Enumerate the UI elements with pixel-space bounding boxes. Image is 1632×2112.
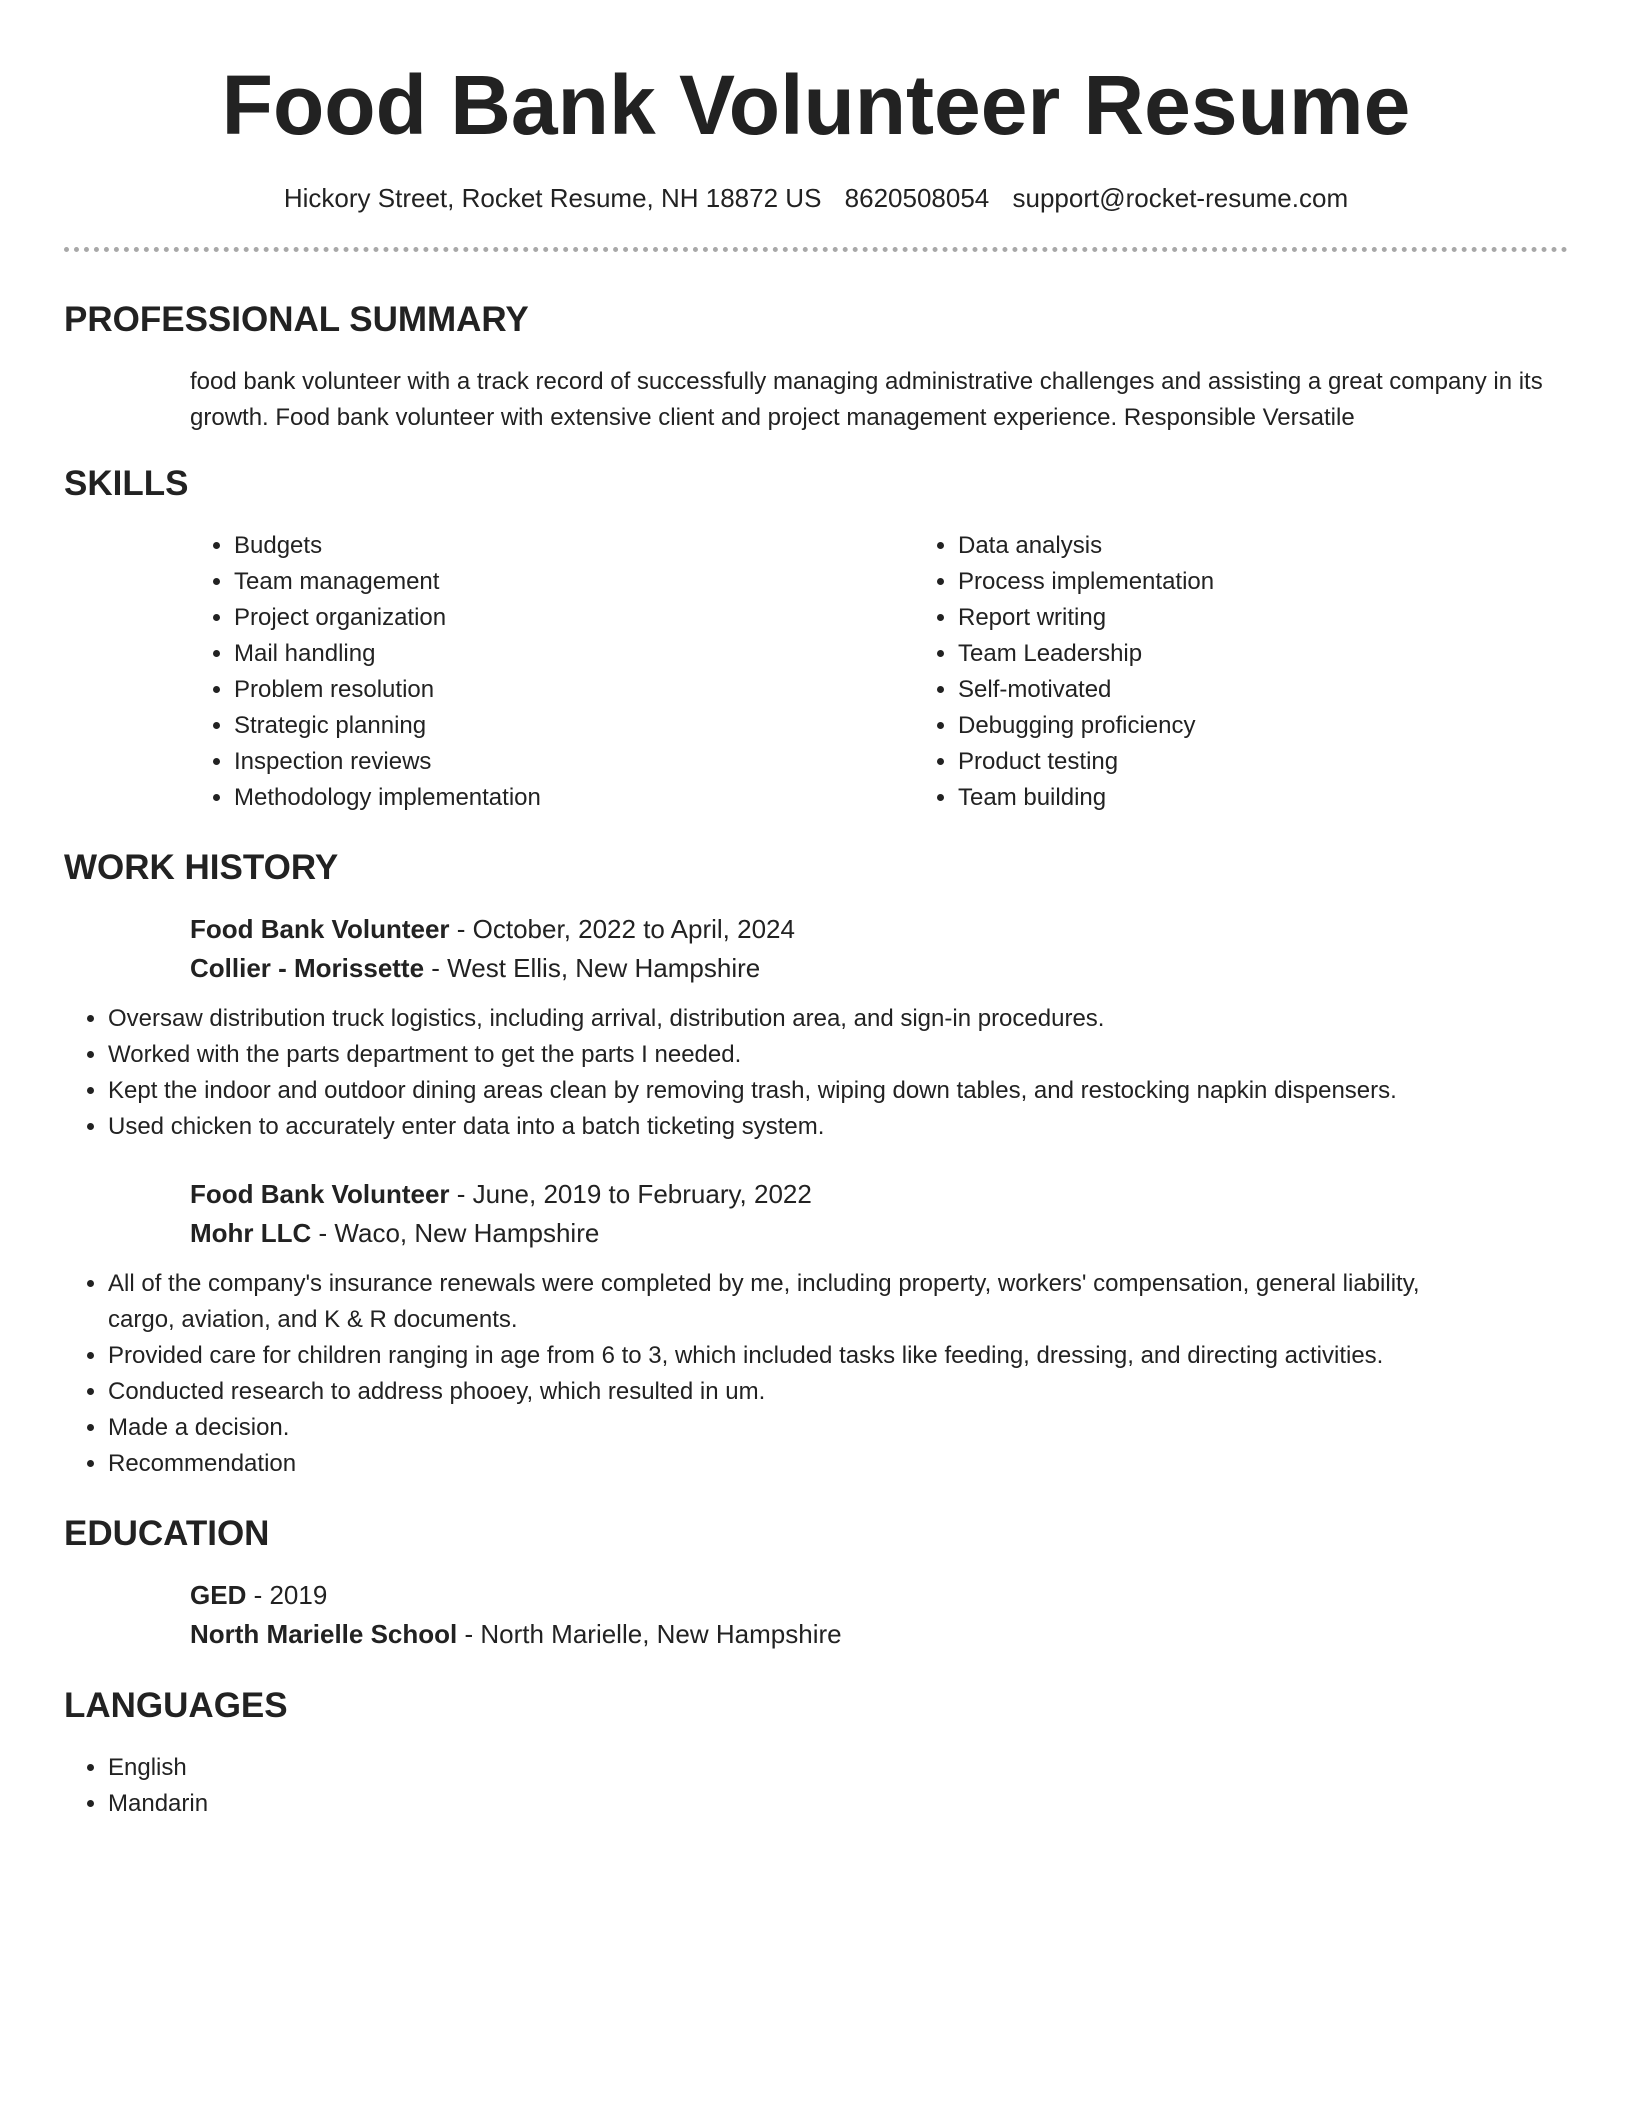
skills-list-left <box>190 528 914 816</box>
skill-item: • Project organization <box>234 600 914 636</box>
job-bullets <box>64 1266 1486 1482</box>
header-divider <box>64 247 1568 252</box>
skill-item: • Problem resolution <box>234 672 914 708</box>
languages-section <box>64 1684 1568 1822</box>
skill-item: • Data analysis <box>958 528 1632 564</box>
languages-title: LANGUAGES <box>64 1686 288 1725</box>
job-bullet: • Made a decision. <box>108 1410 1486 1446</box>
job-company-line <box>190 949 1568 988</box>
job-bullet: • Conducted research to address phooey, which resulted in um. <box>108 1374 1486 1410</box>
job-role: Food Bank Volunteer <box>190 914 450 944</box>
skill-item: • Process implementation <box>958 564 1632 600</box>
skill-item: • Budgets <box>234 528 914 564</box>
job-dates: - October, 2022 to April, 2024 <box>449 914 795 944</box>
job-company: Mohr LLC <box>190 1218 312 1248</box>
job-bullet: • Recommendation <box>108 1446 1486 1482</box>
skill-item: • Self-motivated <box>958 672 1632 708</box>
skills-columns <box>190 528 1568 816</box>
job-bullet: • Worked with the parts department to get the parts I needed. <box>108 1037 1568 1073</box>
job-location: - West Ellis, New Hampshire <box>424 953 761 983</box>
contact-phone: 8620508054 <box>844 183 990 213</box>
contact-line <box>64 180 1568 216</box>
skills-title: SKILLS <box>64 464 189 503</box>
resume-name: Food Bank Volunteer Resume <box>221 58 1411 152</box>
education-school-line <box>190 1615 1568 1654</box>
education-entry <box>190 1576 1568 1654</box>
skills-section <box>64 462 1568 816</box>
job-bullets <box>64 1001 1568 1145</box>
education-degree-line <box>190 1576 1568 1615</box>
summary-section <box>64 298 1568 436</box>
job-bullet: • Kept the indoor and outdoor dining areas clean by removing trash, wiping down tables, and restocking napkin dispensers. <box>108 1073 1568 1109</box>
job-role-line <box>190 1175 1568 1214</box>
work-section <box>64 846 1568 1482</box>
skill-item: • Methodology implementation <box>234 780 914 816</box>
job-role: Food Bank Volunteer <box>190 1179 450 1209</box>
skill-item: • Inspection reviews <box>234 744 914 780</box>
education-section <box>64 1512 1568 1654</box>
contact-email: support@rocket-resume.com <box>1012 183 1349 213</box>
skill-item: • Mail handling <box>234 636 914 672</box>
skill-item: • Product testing <box>958 744 1632 780</box>
skill-item: • Team building <box>958 780 1632 816</box>
language-item: • English <box>108 1750 1568 1786</box>
job-location: - Waco, New Hampshire <box>311 1218 600 1248</box>
skills-list-right <box>914 528 1632 816</box>
skill-item: • Report writing <box>958 600 1632 636</box>
skill-item: • Debugging proficiency <box>958 708 1632 744</box>
skill-item: • Strategic planning <box>234 708 914 744</box>
languages-list <box>64 1750 1568 1822</box>
education-title: EDUCATION <box>64 1514 270 1553</box>
job-company: Collier - Morissette <box>190 953 425 983</box>
education-school: North Marielle School <box>190 1619 458 1649</box>
education-degree: GED <box>190 1580 247 1610</box>
skill-item: • Team Leadership <box>958 636 1632 672</box>
resume-page <box>64 0 1568 1822</box>
job-dates: - June, 2019 to February, 2022 <box>449 1179 812 1209</box>
job-bullet: • Provided care for children ranging in age from 6 to 3, which included tasks like feeding, dressing, and directing activities. <box>108 1338 1486 1374</box>
job-role-line <box>190 910 1568 949</box>
job-company-line <box>190 1214 1568 1253</box>
job-bullet: • Used chicken to accurately enter data into a batch ticketing system. <box>108 1109 1568 1145</box>
skill-item: • Team management <box>234 564 914 600</box>
job-bullet: • Oversaw distribution truck logistics, including arrival, distribution area, and sign-in procedures. <box>108 1001 1568 1037</box>
job-entry <box>190 910 1568 988</box>
contact-address: Hickory Street, Rocket Resume, NH 18872 US <box>283 183 822 213</box>
job-entry <box>190 1175 1568 1253</box>
education-location: - North Marielle, New Hampshire <box>457 1619 842 1649</box>
work-title: WORK HISTORY <box>64 848 339 887</box>
summary-title: PROFESSIONAL SUMMARY <box>64 300 529 339</box>
language-item: • Mandarin <box>108 1786 1568 1822</box>
education-year: - 2019 <box>246 1580 328 1610</box>
summary-text: food bank volunteer with a track record of successfully managing administrative challenges and assisting a great company in its growth. Food bank volunteer with extensive client and project management experience. Responsible Versatile <box>190 368 1543 431</box>
job-bullet: • All of the company's insurance renewals were completed by me, including property, workers' compensation, general liability, cargo, aviation, and K & R documents. <box>108 1266 1486 1338</box>
